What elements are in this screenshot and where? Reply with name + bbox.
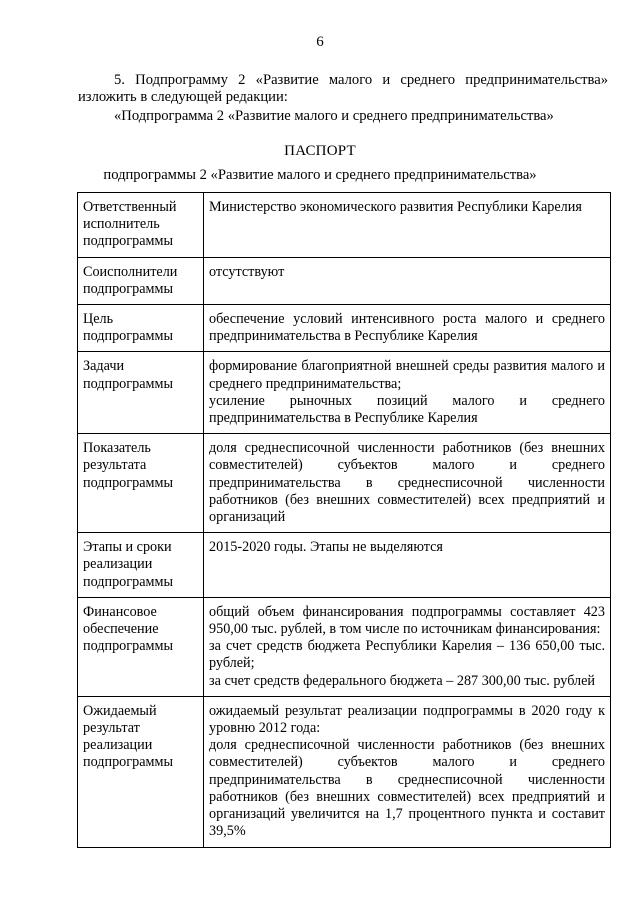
value-line: общий объем финансирования подпрограммы составляет 423 950,00 тыс. рублей, в том числе по источникам финансирования:	[209, 603, 605, 638]
row-label: Ожидаемый результат реализации подпрограммы	[78, 696, 204, 847]
row-label: Этапы и сроки реализации подпрограммы	[78, 533, 204, 598]
row-value	[204, 193, 611, 258]
row-value	[204, 305, 611, 352]
value-line: за счет средств федерального бюджета – 287 300,00 тыс. рублей	[209, 672, 596, 689]
row-value	[204, 352, 611, 434]
table-row	[78, 352, 611, 434]
row-value	[204, 533, 611, 598]
row-label: Показатель результата подпрограммы	[78, 434, 204, 533]
value-line: отсутствуют	[209, 263, 285, 280]
value-line: Министерство экономического развития Республики Карелия	[209, 199, 582, 215]
intro-paragraph-heading: «Подпрограмма 2 «Развитие малого и среднего предпринимательства»	[114, 108, 554, 124]
row-label: Ответственный исполнитель подпрограммы	[78, 193, 204, 258]
passport-subtitle: подпрограммы 2 «Развитие малого и среднего предпринимательства»	[103, 167, 537, 183]
value-line: обеспечение условий интенсивного роста малого и среднего предпринимательства в Республике Карелия	[209, 311, 605, 345]
intro-paragraph-amendment: 5. Подпрограмму 2 «Развитие малого и среднего предпринимательства» изложить в следующей редакции:	[78, 72, 608, 105]
row-value	[204, 257, 611, 304]
row-value	[204, 696, 611, 847]
table-row	[78, 305, 611, 352]
value-line: доля среднесписочной численности работников (без внешних совместителей) субъектов малого и среднего предпринимательства в среднесписочной численности работников (без внешних совместителей) всех предприятий и организаций	[209, 440, 605, 526]
value-line: за счет средств бюджета Республики Карелия – 136 650,00 тыс. рублей;	[209, 638, 605, 672]
row-label: Соисполнители подпрограммы	[78, 257, 204, 304]
page-number: 6	[316, 34, 324, 50]
value-line: формирование благоприятной внешней среды развития малого и среднего предпринимательства;	[209, 358, 605, 392]
table-row	[78, 597, 611, 696]
table-row	[78, 257, 611, 304]
value-line: ожидаемый результат реализации подпрограммы в 2020 году к уровню 2012 года:	[209, 702, 605, 737]
table-row	[78, 434, 611, 533]
table-row	[78, 696, 611, 847]
value-line: усиление рыночных позиций малого и среднего предпринимательства в Республике Карелия	[209, 392, 605, 427]
passport-table	[77, 192, 611, 848]
row-label: Финансовое обеспечение подпрограммы	[78, 597, 204, 696]
row-value	[204, 597, 611, 696]
row-value	[204, 434, 611, 533]
row-label: Цель подпрограммы	[78, 305, 204, 352]
table-row	[78, 193, 611, 258]
row-label: Задачи подпрограммы	[78, 352, 204, 434]
intro-block	[78, 72, 608, 125]
value-line: 2015-2020 годы. Этапы не выделяются	[209, 539, 443, 556]
value-line: доля среднесписочной численности работников (без внешних совместителей) субъектов малого и среднего предпринимательства в среднесписочной численности работников (без внешних совместителей) всех предприятий и организаций увеличится на 1,7 процентного пункта и составит 39,5%	[209, 737, 605, 840]
passport-title: ПАСПОРТ	[284, 143, 356, 159]
table-row	[78, 533, 611, 598]
